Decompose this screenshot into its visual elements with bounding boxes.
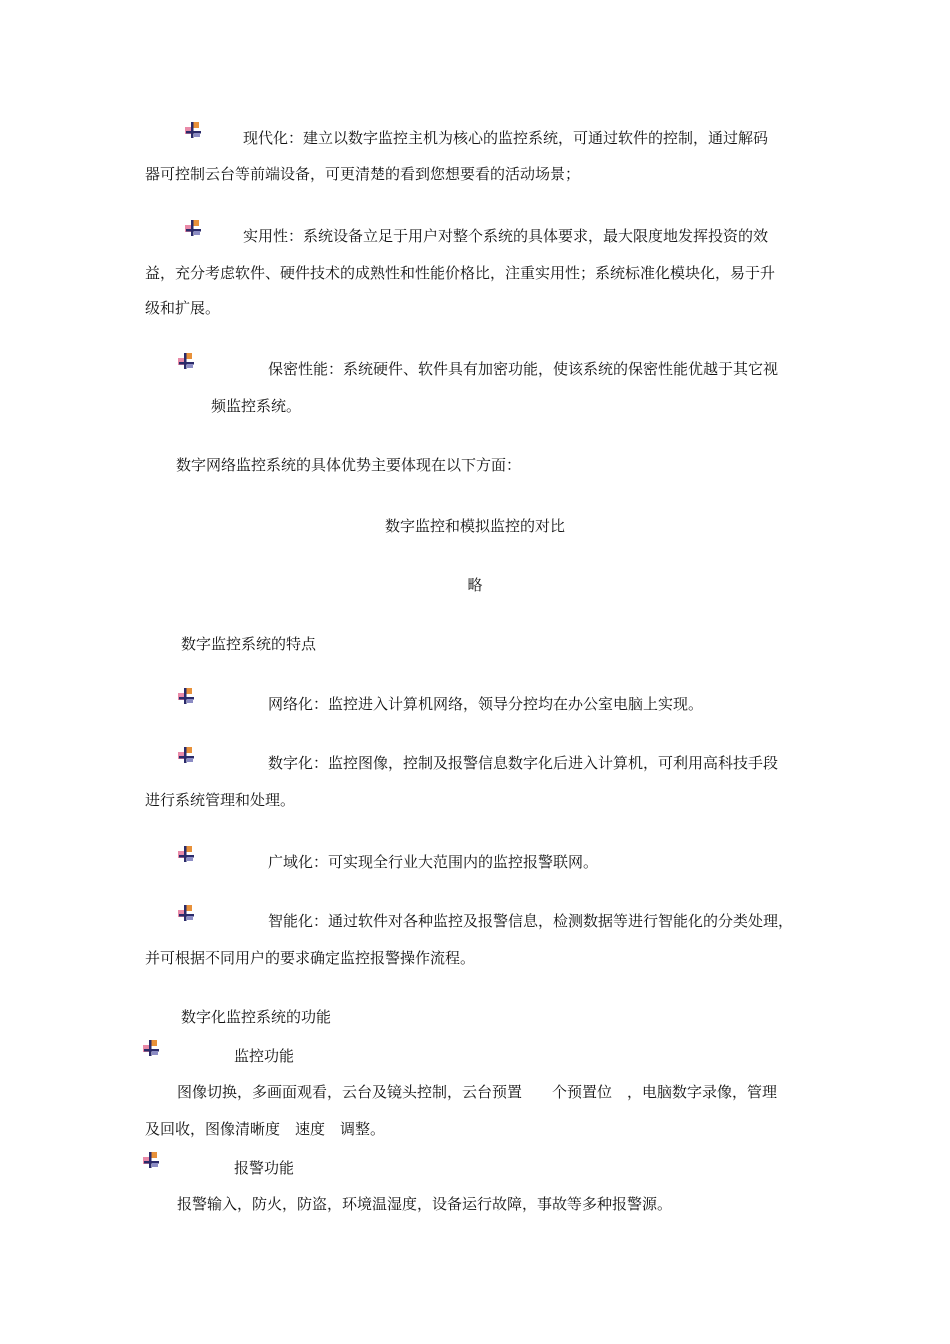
intelligent-label: 智能化： [268, 912, 329, 930]
monitoring-function-line2: 及回收，图像清晰度 速度 调整。 [145, 1120, 386, 1138]
security-line1: 保密性能：系统硬件、软件具有加密功能，使该系统的保密性能优越于其它视 [268, 360, 779, 378]
monitoring-function-title: 监控功能 [234, 1047, 295, 1065]
functions-heading: 数字化监控系统的功能 [181, 1008, 332, 1026]
feature-intelligent-line2: 并可根据不同用户的要求确定监控报警操作流程。 [145, 949, 476, 967]
bullet-icon [185, 122, 203, 140]
practicality-label: 实用性： [243, 227, 304, 245]
wide-area-label: 广域化： [268, 853, 329, 871]
bullet-icon [178, 905, 196, 923]
practicality-line1: 实用性：系统设备立足于用户对整个系统的具体要求，最大限度地发挥投资的效 [243, 227, 769, 245]
practicality-line3: 级和扩展。 [145, 299, 221, 317]
comparison-title: 数字监控和模拟监控的对比 [384, 517, 565, 535]
omitted-note: 略 [467, 576, 483, 594]
practicality-line2: 益，充分考虑软件、硬件技术的成熟性和性能价格比，注重实用性；系统标准化模块化，易于升 [145, 264, 776, 282]
feature-digital-line2: 进行系统管理和处理。 [145, 791, 296, 809]
bullet-icon [178, 846, 196, 864]
modernization-label: 现代化： [243, 129, 304, 147]
alarm-function-title: 报警功能 [234, 1159, 295, 1177]
modernization-line1: 现代化：建立以数字监控主机为核心的监控系统，可通过软件的控制，通过解码 [243, 129, 769, 147]
bullet-icon [178, 688, 196, 706]
alarm-function-line1: 报警输入，防火，防盗，环境温湿度，设备运行故障，事故等多种报警源。 [177, 1195, 673, 1213]
modernization-line2: 器可控制云台等前端设备，可更清楚的看到您想要看的活动场景； [145, 165, 581, 183]
network-label: 网络化： [268, 695, 329, 713]
feature-network: 网络化：监控进入计算机网络，领导分控均在办公室电脑上实现。 [268, 695, 704, 713]
security-label: 保密性能： [268, 360, 344, 378]
digital-label: 数字化： [268, 754, 329, 772]
bullet-icon [185, 220, 203, 238]
feature-intelligent-line1: 智能化：通过软件对各种监控及报警信息，检测数据等进行智能化的分类处理， [268, 912, 794, 930]
bullet-icon [143, 1040, 161, 1058]
advantages-intro: 数字网络监控系统的具体优势主要体现在以下方面： [176, 456, 522, 474]
feature-wide-area: 广域化：可实现全行业大范围内的监控报警联网。 [268, 853, 599, 871]
features-heading: 数字监控系统的特点 [181, 635, 317, 653]
monitoring-function-line1: 图像切换，多画面观看，云台及镜头控制，云台预置 个预置位 ，电脑数字录像，管理 [177, 1083, 778, 1101]
bullet-icon [178, 747, 196, 765]
bullet-icon [143, 1152, 161, 1170]
bullet-icon [178, 353, 196, 371]
feature-digital-line1: 数字化：监控图像，控制及报警信息数字化后进入计算机，可利用高科技手段 [268, 754, 779, 772]
security-line2: 频监控系统。 [211, 397, 302, 415]
